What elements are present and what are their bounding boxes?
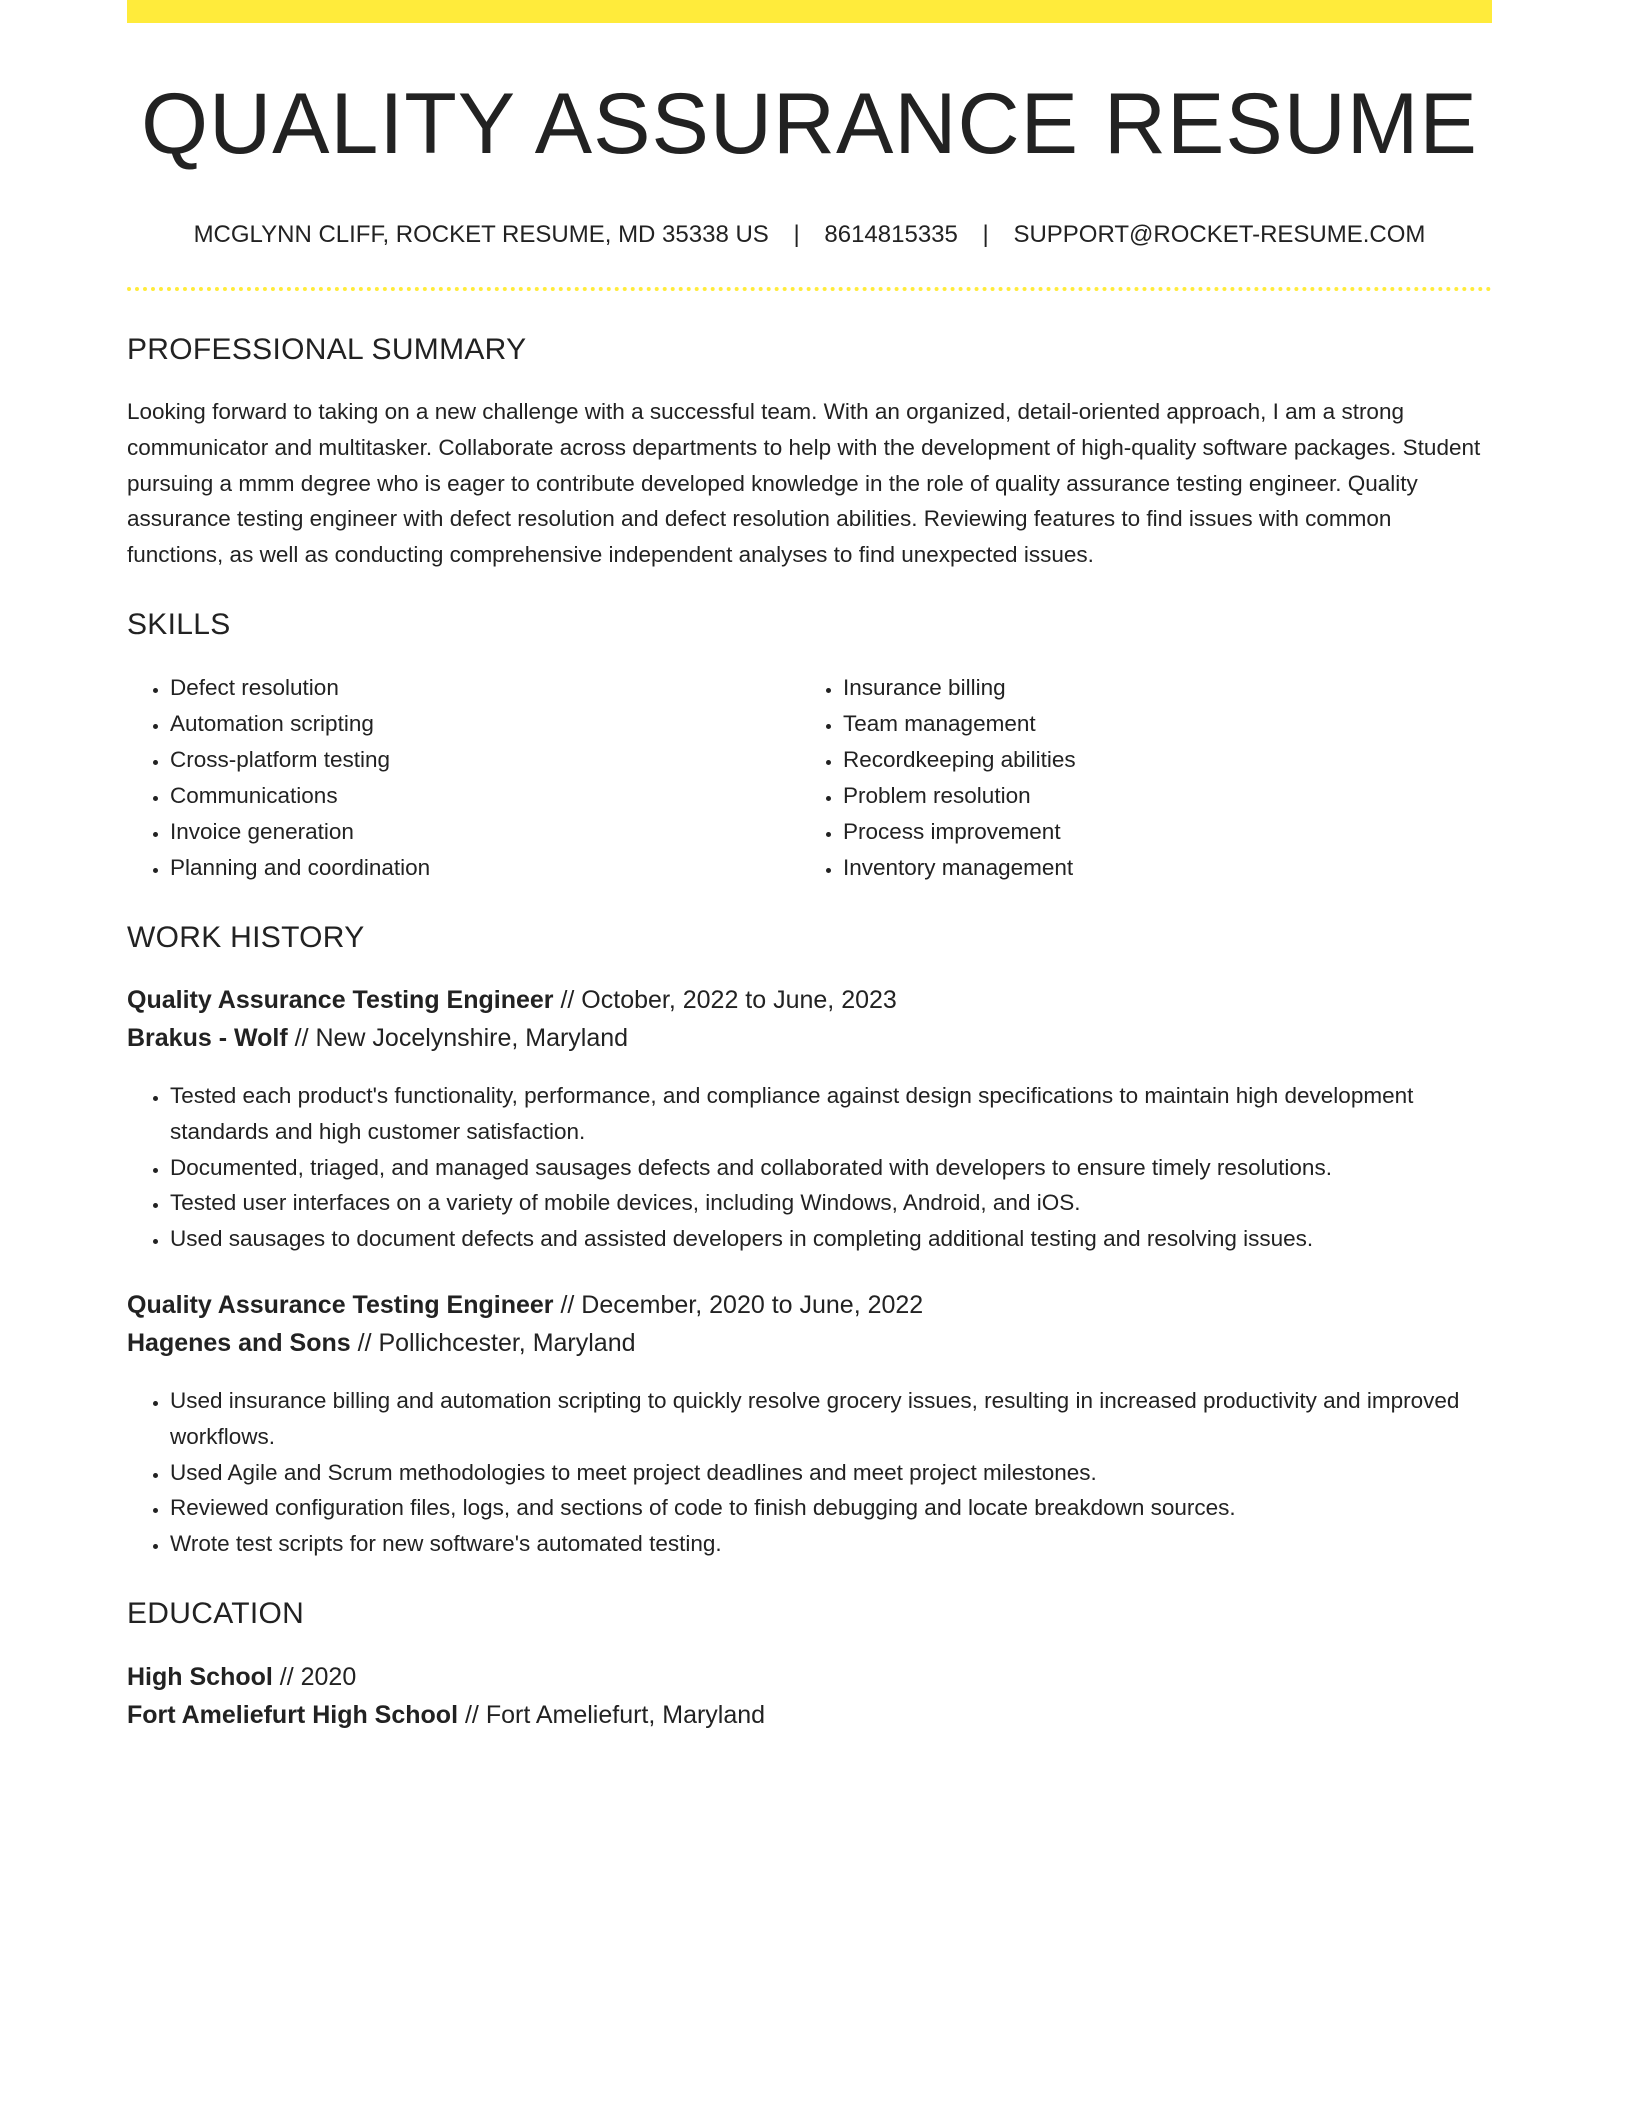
education-degree: High School — [127, 1662, 273, 1691]
education-degree-line — [127, 1658, 1492, 1697]
accent-bar — [127, 0, 1492, 23]
job-role-line — [127, 1286, 1492, 1325]
job-duties — [127, 1383, 1492, 1562]
skills-grid — [127, 670, 1492, 886]
job-duty: • Tested user interfaces on a variety of mobile devices, including Windows, Android, and iOS. — [170, 1185, 1492, 1221]
job-company-line — [127, 1019, 1492, 1058]
skills-column-right — [800, 670, 1473, 886]
skill-item: • Cross-platform testing — [170, 742, 800, 778]
job-dates: // October, 2022 to June, 2023 — [553, 985, 897, 1014]
job-location: // New Jocelynshire, Maryland — [287, 1024, 629, 1053]
education-year: // 2020 — [272, 1662, 357, 1691]
job-role-line — [127, 981, 1492, 1020]
skill-item: • Team management — [843, 706, 1473, 742]
skill-item: • Invoice generation — [170, 814, 800, 850]
job-entry — [127, 981, 1492, 1257]
contact-email: SUPPORT@ROCKET-RESUME.COM — [1013, 221, 1426, 248]
job-company: Hagenes and Sons — [127, 1329, 351, 1358]
work-history-heading: WORK HISTORY — [127, 920, 365, 954]
contact-address: MCGLYNN CLIFF, ROCKET RESUME, MD 35338 US — [193, 221, 769, 248]
job-duty: • Documented, triaged, and managed sausages defects and collaborated with developers to ensure timely resolutions. — [170, 1150, 1492, 1186]
skill-item: • Inventory management — [843, 850, 1473, 886]
job-duty: • Used sausages to document defects and assisted developers in completing additional testing and resolving issues. — [170, 1221, 1492, 1257]
job-duty: • Tested each product's functionality, performance, and compliance against design specifications to maintain high development standards and high customer satisfaction. — [170, 1078, 1492, 1150]
skill-item: • Planning and coordination — [170, 850, 800, 886]
skill-item: • Insurance billing — [843, 670, 1473, 706]
skills-column-left — [127, 670, 800, 886]
skill-item: • Automation scripting — [170, 706, 800, 742]
job-duty: • Wrote test scripts for new software's automated testing. — [170, 1526, 1492, 1562]
skill-item: • Recordkeeping abilities — [843, 742, 1473, 778]
education-heading: EDUCATION — [127, 1596, 305, 1630]
skill-item: • Process improvement — [843, 814, 1473, 850]
contact-separator: | — [793, 221, 800, 248]
job-company-line — [127, 1324, 1492, 1363]
dotted-divider — [127, 287, 1492, 291]
resume-title: QUALITY ASSURANCE RESUME — [141, 76, 1478, 172]
job-dates: // December, 2020 to June, 2022 — [553, 1290, 924, 1319]
job-entry — [127, 1286, 1492, 1562]
skill-item: • Problem resolution — [843, 778, 1473, 814]
job-duty: • Used Agile and Scrum methodologies to meet project deadlines and meet project milestones. — [170, 1455, 1492, 1491]
job-duty: • Reviewed configuration files, logs, and sections of code to finish debugging and locate breakdown sources. — [170, 1490, 1492, 1526]
skills-heading: SKILLS — [127, 607, 231, 641]
resume-page — [127, 0, 1492, 1735]
contact-separator: | — [982, 221, 989, 248]
education-school: Fort Ameliefurt High School — [127, 1701, 459, 1730]
summary-heading: PROFESSIONAL SUMMARY — [127, 333, 527, 366]
job-company: Brakus - Wolf — [127, 1024, 288, 1053]
job-duty: • Used insurance billing and automation scripting to quickly resolve grocery issues, resulting in increased productivity and improved workflows. — [170, 1383, 1492, 1455]
contact-phone: 8614815335 — [824, 221, 958, 248]
skill-item: • Communications — [170, 778, 800, 814]
education-location: // Fort Ameliefurt, Maryland — [458, 1701, 766, 1730]
skill-item: • Defect resolution — [170, 670, 800, 706]
job-role: Quality Assurance Testing Engineer — [127, 1290, 554, 1319]
job-duties — [127, 1078, 1492, 1257]
job-role: Quality Assurance Testing Engineer — [127, 985, 554, 1014]
contact-line — [127, 223, 1492, 247]
summary-text: Looking forward to taking on a new challenge with a successful team. With an organized, detail-oriented approach, I am a strong communicator and multitasker. Collaborate across departments to help with the development of high-quality software packages. Student pursuing a mmm degree who is eager to contribute developed knowledge in the role of quality assurance testing engineer. Quality assurance testing engineer with defect resolution and defect resolution abilities. Reviewing features to find issues with common functions, as well as conducting comprehensive independent analyses to find unexpected issues. — [127, 399, 1481, 568]
job-location: // Pollichcester, Maryland — [350, 1329, 636, 1358]
education-school-line — [127, 1696, 1492, 1735]
